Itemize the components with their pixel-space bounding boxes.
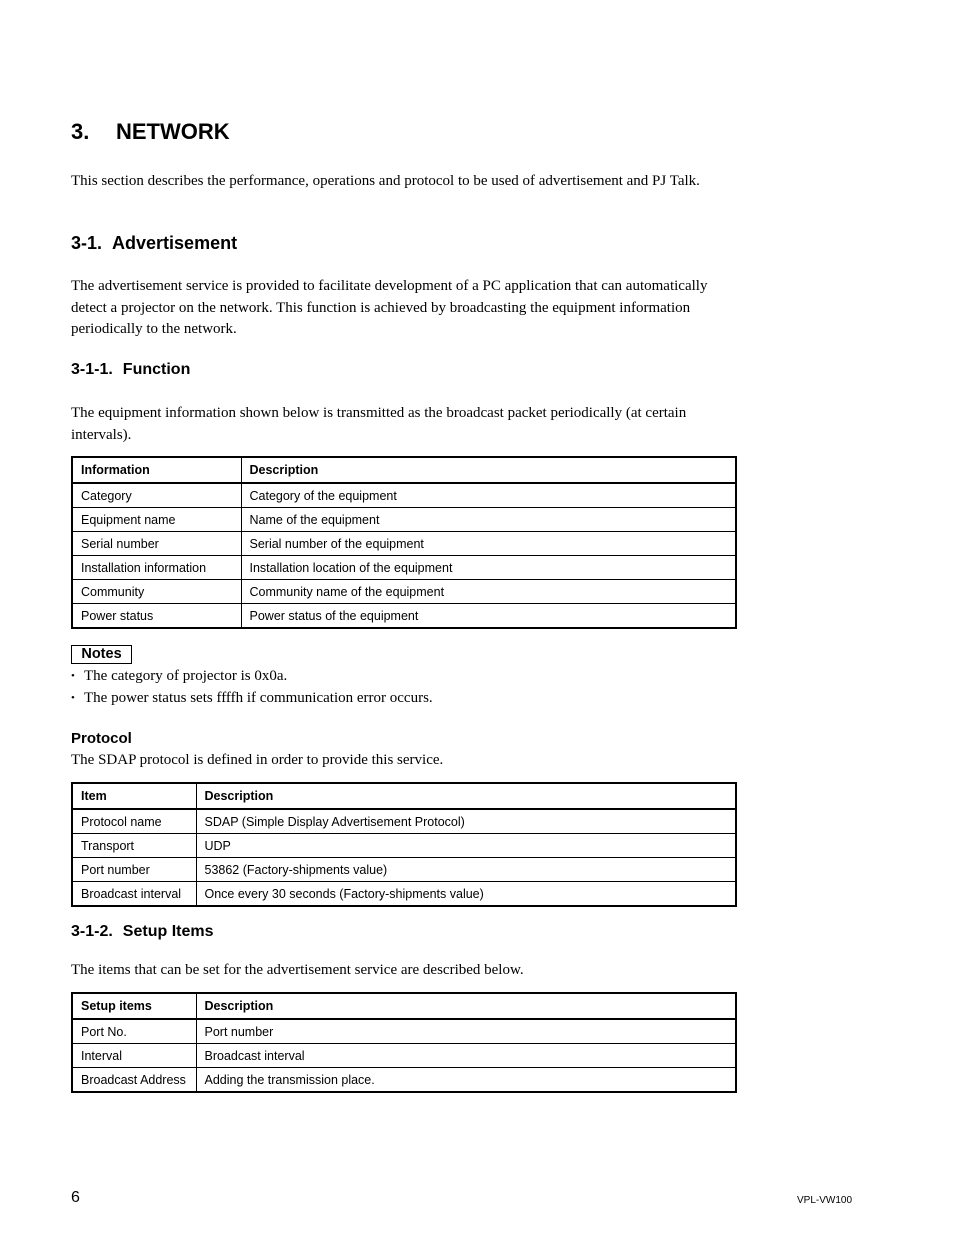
table-row	[72, 834, 736, 858]
table-header-row	[72, 783, 736, 809]
setup-heading	[71, 923, 213, 941]
table-cell: Protocol name	[72, 809, 196, 834]
table-header-cell: Description	[196, 783, 736, 809]
note-text: The category of projector is 0x0a.	[84, 668, 288, 684]
advertisement-number: 3-1.	[71, 233, 103, 253]
table-cell: Power status of the equipment	[241, 604, 736, 629]
function-intro-line: intervals).	[71, 426, 132, 443]
table-cell: Name of the equipment	[241, 508, 736, 532]
list-item	[71, 666, 433, 688]
table-row	[72, 809, 736, 834]
table-cell: Broadcast Address	[72, 1068, 196, 1093]
list-item	[71, 688, 433, 710]
function-heading	[71, 361, 190, 379]
section-number: 3.	[71, 119, 90, 144]
table-row	[72, 508, 736, 532]
advertisement-intro-line: periodically to the network.	[71, 321, 237, 337]
setup-title: Setup Items	[122, 923, 214, 940]
table-row	[72, 882, 736, 907]
setup-intro: The items that can be set for the advertisement service are described below.	[71, 962, 524, 978]
protocol-table	[71, 782, 737, 907]
section-heading	[71, 119, 230, 145]
bullet-icon: •	[71, 691, 75, 704]
note-text: The power status sets ffffh if communication error occurs.	[84, 689, 433, 706]
table-cell: Port No.	[72, 1019, 196, 1044]
table-cell: Port number	[196, 1019, 736, 1044]
table-header-cell: Information	[72, 457, 241, 483]
table-row	[72, 1019, 736, 1044]
table-row	[72, 1068, 736, 1093]
advertisement-intro	[71, 276, 751, 341]
table-cell: Once every 30 seconds (Factory-shipments value)	[196, 882, 736, 907]
table-row	[72, 580, 736, 604]
function-intro	[71, 403, 751, 446]
notes-list	[71, 666, 433, 709]
function-intro-line: The equipment information shown below is transmitted as the broadcast packet periodically (at certain	[71, 405, 687, 421]
table-cell: 53862 (Factory-shipments value)	[196, 858, 736, 882]
advertisement-intro-line: The advertisement service is provided to facilitate development of a PC application that can automatically	[71, 278, 708, 294]
table-row	[72, 556, 736, 580]
table-row	[72, 532, 736, 556]
table-cell: Serial number of the equipment	[241, 532, 736, 556]
table-cell: Community name of the equipment	[241, 580, 736, 604]
setup-table	[71, 992, 737, 1093]
model-label: VPL-VW100	[797, 1195, 853, 1206]
table-row	[72, 604, 736, 629]
table-cell: Adding the transmission place.	[196, 1068, 736, 1093]
table-header-row	[72, 457, 736, 483]
table-cell: SDAP (Simple Display Advertisement Protocol)	[196, 809, 736, 834]
table-cell: Serial number	[72, 532, 241, 556]
table-cell: Power status	[72, 604, 241, 629]
section-title: NETWORK	[116, 119, 230, 144]
table-cell: Equipment name	[72, 508, 241, 532]
page-number: 6	[71, 1189, 80, 1206]
protocol-heading: Protocol	[71, 730, 132, 747]
table-cell: Category of the equipment	[241, 483, 736, 508]
table-header-cell: Description	[196, 993, 736, 1019]
table-header-cell: Setup items	[72, 993, 196, 1019]
table-cell: Interval	[72, 1044, 196, 1068]
function-number: 3-1-1.	[71, 361, 113, 378]
table-row	[72, 483, 736, 508]
table-cell: UDP	[196, 834, 736, 858]
protocol-intro: The SDAP protocol is defined in order to provide this service.	[71, 752, 444, 768]
bullet-icon: •	[71, 670, 75, 682]
table-row	[72, 858, 736, 882]
table-cell: Broadcast interval	[72, 882, 196, 907]
table-cell: Port number	[72, 858, 196, 882]
table-cell: Installation location of the equipment	[241, 556, 736, 580]
advertisement-heading	[71, 233, 237, 254]
table-row	[72, 1044, 736, 1068]
section-intro: This section describes the performance, operations and protocol to be used of advertisement and PJ Talk.	[71, 173, 700, 189]
notes-label: Notes	[71, 645, 132, 664]
setup-number: 3-1-2.	[71, 923, 113, 940]
table-header-cell: Description	[241, 457, 736, 483]
table-cell: Installation information	[72, 556, 241, 580]
function-table	[71, 456, 737, 629]
table-cell: Community	[72, 580, 241, 604]
advertisement-intro-line: detect a projector on the network. This function is achieved by broadcasting the equipment information	[71, 299, 691, 316]
table-cell: Transport	[72, 834, 196, 858]
advertisement-title: Advertisement	[112, 233, 238, 253]
table-header-row	[72, 993, 736, 1019]
table-cell: Category	[72, 483, 241, 508]
table-cell: Broadcast interval	[196, 1044, 736, 1068]
table-header-cell: Item	[72, 783, 196, 809]
function-title: Function	[122, 361, 191, 378]
